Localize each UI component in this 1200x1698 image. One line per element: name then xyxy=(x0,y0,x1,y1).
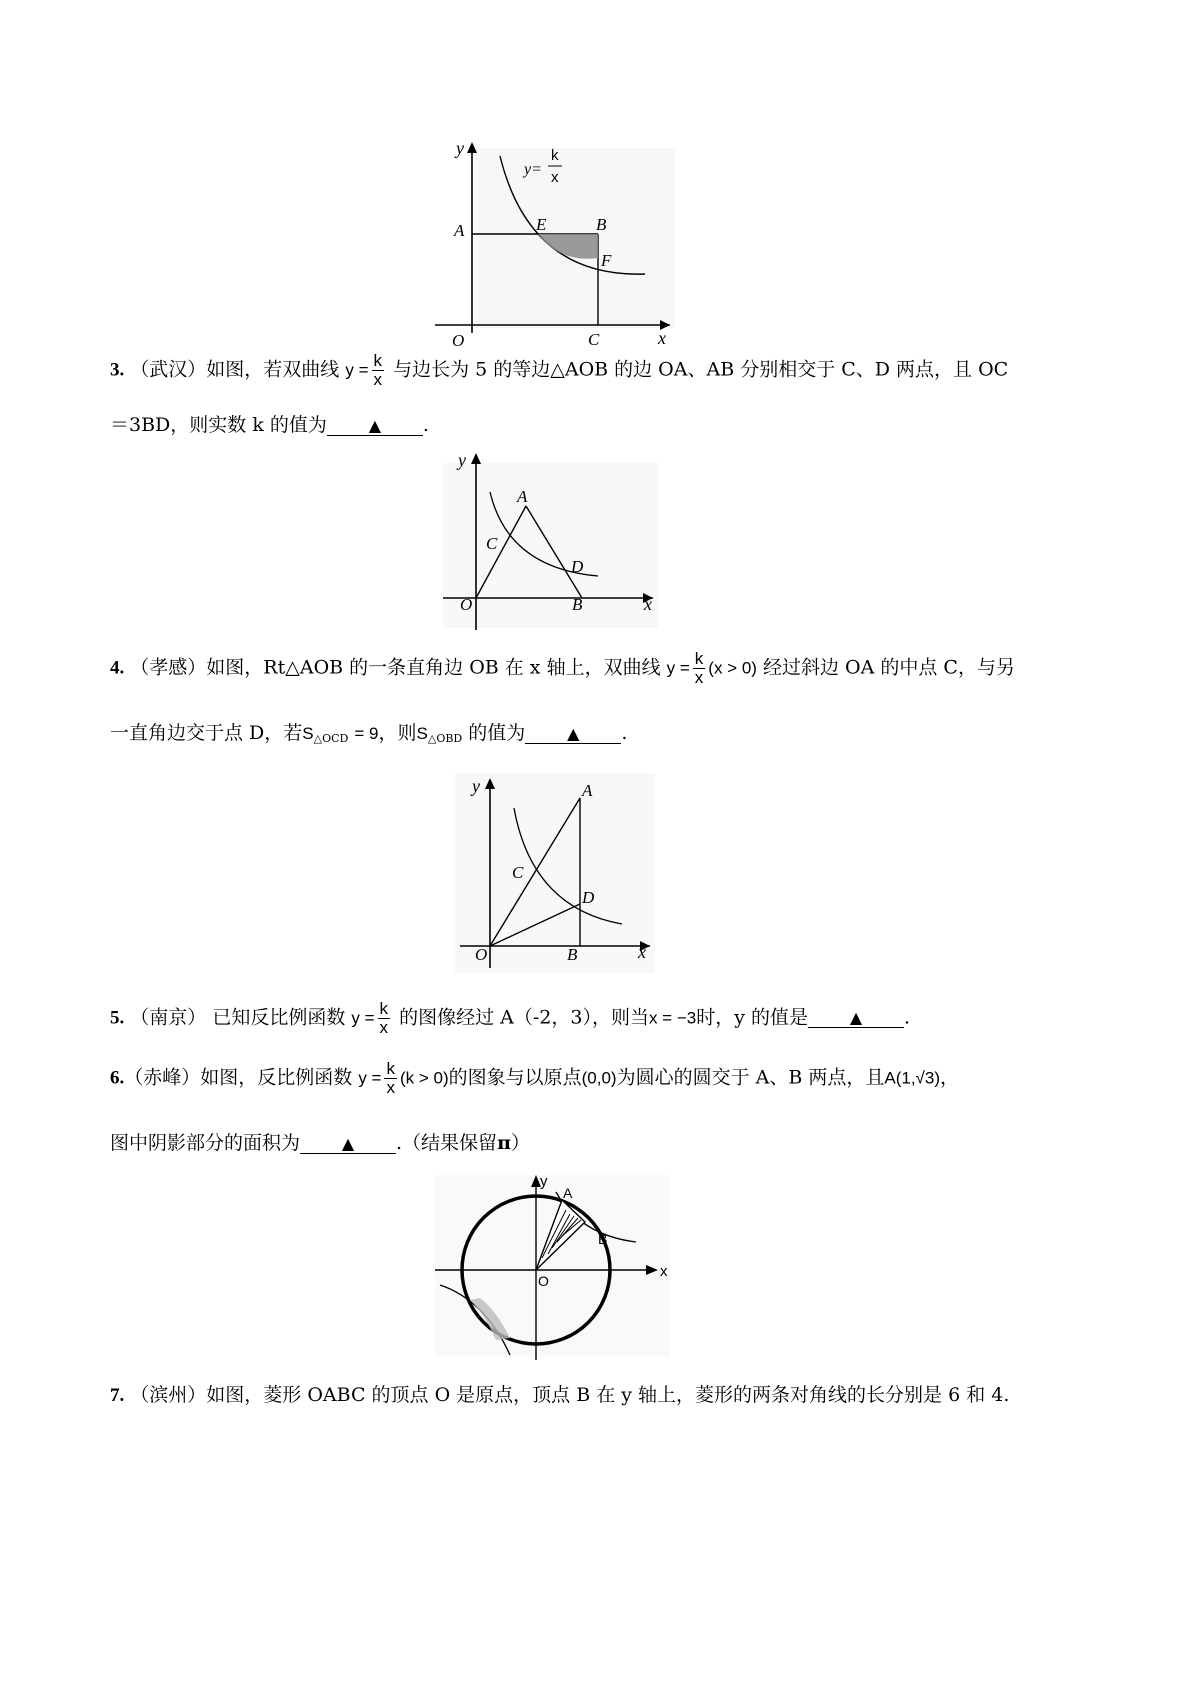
denominator: x xyxy=(694,667,704,687)
figure-equilateral-triangle xyxy=(438,448,663,633)
label-B: B xyxy=(572,595,583,614)
figure-circle-hyperbola xyxy=(430,1170,675,1362)
label-y: y xyxy=(472,776,480,796)
label-D: D xyxy=(571,557,584,576)
label-D: D xyxy=(582,888,595,907)
question-3-line-2 xyxy=(110,410,429,437)
period: . xyxy=(904,1006,911,1029)
close-paren: ） xyxy=(510,1132,530,1154)
question-text: 时，y 的值是 xyxy=(696,1006,808,1029)
equation-lhs: y = xyxy=(666,658,690,678)
comma: ， xyxy=(940,1066,960,1089)
answer-blank[interactable]: ▲ xyxy=(808,1008,904,1028)
label-C: C xyxy=(486,534,498,553)
equation-lhs: y = xyxy=(351,1008,375,1028)
curve-label-x: x xyxy=(551,169,559,186)
label-A: A xyxy=(454,221,465,240)
fraction xyxy=(372,352,385,389)
curve-label-k: k xyxy=(551,147,559,164)
question-number: 4. xyxy=(110,657,125,679)
question-text: .（结果保留 xyxy=(396,1132,498,1154)
label-O: O xyxy=(538,1273,549,1289)
question-number: 6. xyxy=(110,1067,125,1089)
question-text: 的图象与以原点 xyxy=(448,1066,582,1089)
origin-coords: (0,0) xyxy=(581,1068,617,1088)
label-x: x xyxy=(644,594,652,614)
question-text: （赤峰）如图，反比例函数 xyxy=(124,1066,353,1089)
label-O: O xyxy=(460,595,473,614)
label-E: E xyxy=(536,215,547,234)
question-6-line-1 xyxy=(110,1060,959,1097)
period: . xyxy=(422,414,429,436)
denominator: x xyxy=(373,369,383,389)
denominator: x xyxy=(379,1017,389,1037)
area-subscript: △OBD xyxy=(427,732,463,745)
pi-symbol: π xyxy=(497,1132,511,1154)
question-7 xyxy=(110,1380,1009,1407)
area-symbol: S xyxy=(416,724,428,743)
label-B: B xyxy=(598,1231,608,1247)
question-5 xyxy=(110,1000,910,1037)
condition: (k > 0) xyxy=(399,1068,449,1088)
answer-blank[interactable]: ▲ xyxy=(525,724,621,744)
equation-lhs: y = xyxy=(358,1068,382,1088)
question-text: ＝3BD，则实数 k 的值为 xyxy=(110,414,327,436)
answer-blank[interactable]: ▲ xyxy=(327,416,423,436)
label-x: x xyxy=(660,1263,668,1280)
denominator: x xyxy=(386,1077,395,1097)
question-number: 3. xyxy=(110,359,125,381)
label-O: O xyxy=(452,331,465,350)
area-value: = 9 xyxy=(354,724,379,743)
question-4-line-2 xyxy=(110,718,627,745)
question-text: ，则 xyxy=(378,722,417,744)
question-text: （滨州）如图，菱形 OABC 的顶点 O 是原点，顶点 B 在 y 轴上，菱形的两条对角线的长分别是 6 和 4. xyxy=(130,1384,1010,1406)
label-x: x xyxy=(638,942,646,962)
question-3-line-1 xyxy=(110,352,1008,389)
numerator: k xyxy=(379,999,389,1018)
label-O: O xyxy=(475,945,488,964)
label-A: A xyxy=(517,487,528,506)
question-text: （武汉）如图，若双曲线 xyxy=(130,358,340,381)
label-A: A xyxy=(582,781,593,800)
question-text: 的值为 xyxy=(468,722,526,744)
label-B: B xyxy=(567,945,578,964)
figure-right-triangle xyxy=(450,768,660,978)
curve-label-y: y= xyxy=(524,161,542,178)
question-4-line-1 xyxy=(110,650,1015,687)
fraction xyxy=(384,1060,397,1097)
label-C: C xyxy=(512,863,524,882)
question-number: 5. xyxy=(110,1007,125,1029)
label-B: B xyxy=(596,215,607,234)
area-symbol: S xyxy=(302,724,314,743)
label-F: F xyxy=(601,251,612,270)
period: . xyxy=(621,722,628,744)
question-text: （南京） 已知反比例函数 xyxy=(130,1006,346,1029)
label-x: x xyxy=(658,328,666,348)
numerator: k xyxy=(373,351,383,370)
label-C: C xyxy=(588,330,600,349)
label-A: A xyxy=(563,1185,573,1201)
label-y: y xyxy=(458,450,466,470)
question-text: 图中阴影部分的面积为 xyxy=(110,1132,301,1154)
question-number: 7. xyxy=(110,1385,125,1406)
figure-hyperbola-rectangle xyxy=(420,138,680,350)
question-text: （孝感）如图，Rt△AOB 的一条直角边 OB 在 x 轴上，双曲线 xyxy=(130,656,661,679)
numerator: k xyxy=(694,649,704,668)
x-value: x = −3 xyxy=(648,1008,697,1028)
question-6-line-2 xyxy=(110,1128,530,1155)
label-y: y xyxy=(540,1173,548,1190)
point-a-coords: A(1,√3) xyxy=(884,1068,940,1088)
equation-lhs: y = xyxy=(345,360,369,380)
question-text: 经过斜边 OA 的中点 C，与另 xyxy=(762,656,1015,679)
question-text: 为圆心的圆交于 A、B 两点，且 xyxy=(616,1066,885,1089)
question-text: 一直角边交于点 D，若 xyxy=(110,722,303,744)
area-subscript: △OCD xyxy=(313,732,349,745)
fraction xyxy=(693,650,706,687)
numerator: k xyxy=(386,1059,395,1078)
question-text: 的图像经过 A（-2，3），则当 xyxy=(399,1006,649,1029)
answer-blank[interactable]: ▲ xyxy=(300,1134,396,1154)
question-text: 与边长为 5 的等边△AOB 的边 OA、AB 分别相交于 C、D 两点，且 OC xyxy=(393,358,1009,381)
condition: (x > 0) xyxy=(708,658,757,678)
fraction xyxy=(378,1000,391,1037)
label-y: y xyxy=(456,138,464,158)
